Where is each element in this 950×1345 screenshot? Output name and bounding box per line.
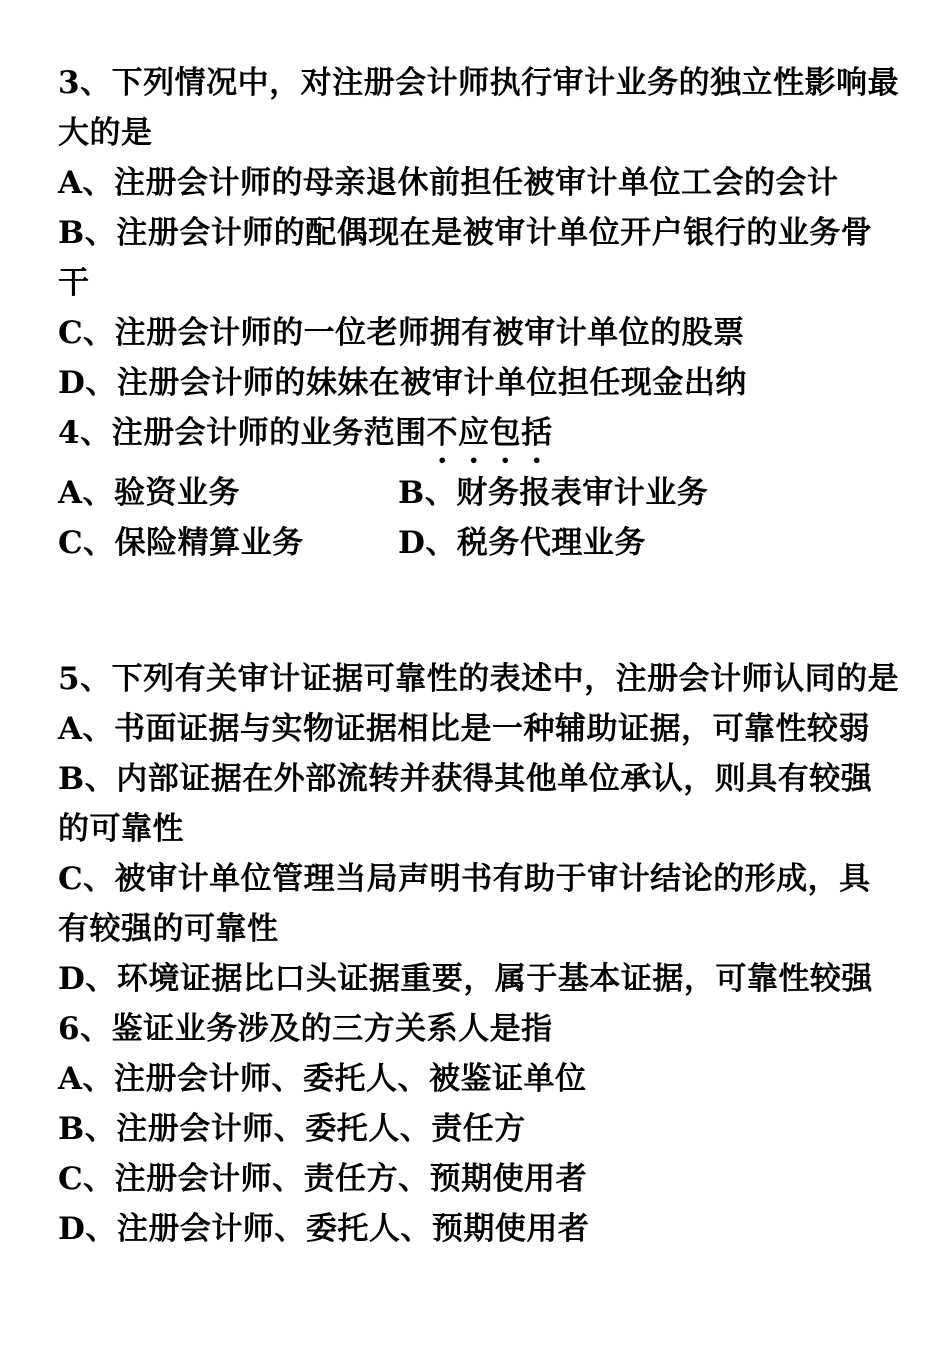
question-3-option-d: D、注册会计师的妹妹在被审计单位担任现金出纳 bbox=[58, 365, 747, 401]
question-3-stem-line2: 大的是 bbox=[58, 115, 153, 151]
question-5-option-c-line2: 有较强的可靠性 bbox=[58, 911, 279, 947]
question-5-stem: 5、下列有关审计证据可靠性的表述中，注册会计师认同的是 bbox=[58, 661, 900, 697]
question-4-stem bbox=[58, 408, 898, 468]
question-5-option-a: A、书面证据与实物证据相比是一种辅助证据，可靠性较弱 bbox=[58, 711, 871, 747]
question-6-stem: 6、鉴证业务涉及的三方关系人是指 bbox=[58, 1011, 553, 1047]
question-4-stem-prefix: 4、注册会计师的业务范围 bbox=[58, 415, 427, 451]
question-3-option-a: A、注册会计师的母亲退休前担任被审计单位工会的会计 bbox=[58, 165, 839, 201]
question-4-options-row-1 bbox=[58, 468, 898, 518]
question-5-option-c-line1: C、被审计单位管理当局声明书有助于审计结论的形成，具 bbox=[58, 861, 871, 897]
question-5-option-b-line2: 的可靠性 bbox=[58, 811, 184, 847]
question-6 bbox=[58, 1004, 898, 1254]
exam-page bbox=[58, 58, 898, 1254]
question-4 bbox=[58, 408, 898, 568]
section-spacer bbox=[58, 568, 898, 654]
question-4-options-row-2 bbox=[58, 518, 898, 568]
question-4-stem-emphasis: 不应包括 bbox=[426, 415, 553, 451]
question-6-option-c: C、注册会计师、责任方、预期使用者 bbox=[58, 1161, 588, 1197]
question-6-option-a: A、注册会计师、委托人、被鉴证单位 bbox=[58, 1061, 587, 1097]
question-3-stem-line1: 3、下列情况中，对注册会计师执行审计业务的独立性影响最 bbox=[58, 65, 900, 101]
question-5-option-d: D、环境证据比口头证据重要，属于基本证据，可靠性较强 bbox=[58, 961, 873, 997]
question-4-option-c: C、保险精算业务 bbox=[58, 525, 304, 561]
question-5-option-b-line1: B、内部证据在外部流转并获得其他单位承认，则具有较强 bbox=[58, 761, 873, 797]
question-4-option-d: D、税务代理业务 bbox=[398, 525, 646, 561]
question-4-option-b: B、财务报表审计业务 bbox=[398, 475, 709, 511]
question-5 bbox=[58, 654, 898, 1004]
question-3-option-c: C、注册会计师的一位老师拥有被审计单位的股票 bbox=[58, 315, 745, 351]
question-3-option-b-line2: 干 bbox=[58, 265, 90, 301]
question-3 bbox=[58, 58, 898, 408]
question-6-option-b: B、注册会计师、委托人、责任方 bbox=[58, 1111, 526, 1147]
question-4-option-a: A、验资业务 bbox=[58, 475, 241, 511]
question-3-option-b-line1: B、注册会计师的配偶现在是被审计单位开户银行的业务骨 bbox=[58, 215, 873, 251]
question-6-option-d: D、注册会计师、委托人、预期使用者 bbox=[58, 1211, 590, 1247]
